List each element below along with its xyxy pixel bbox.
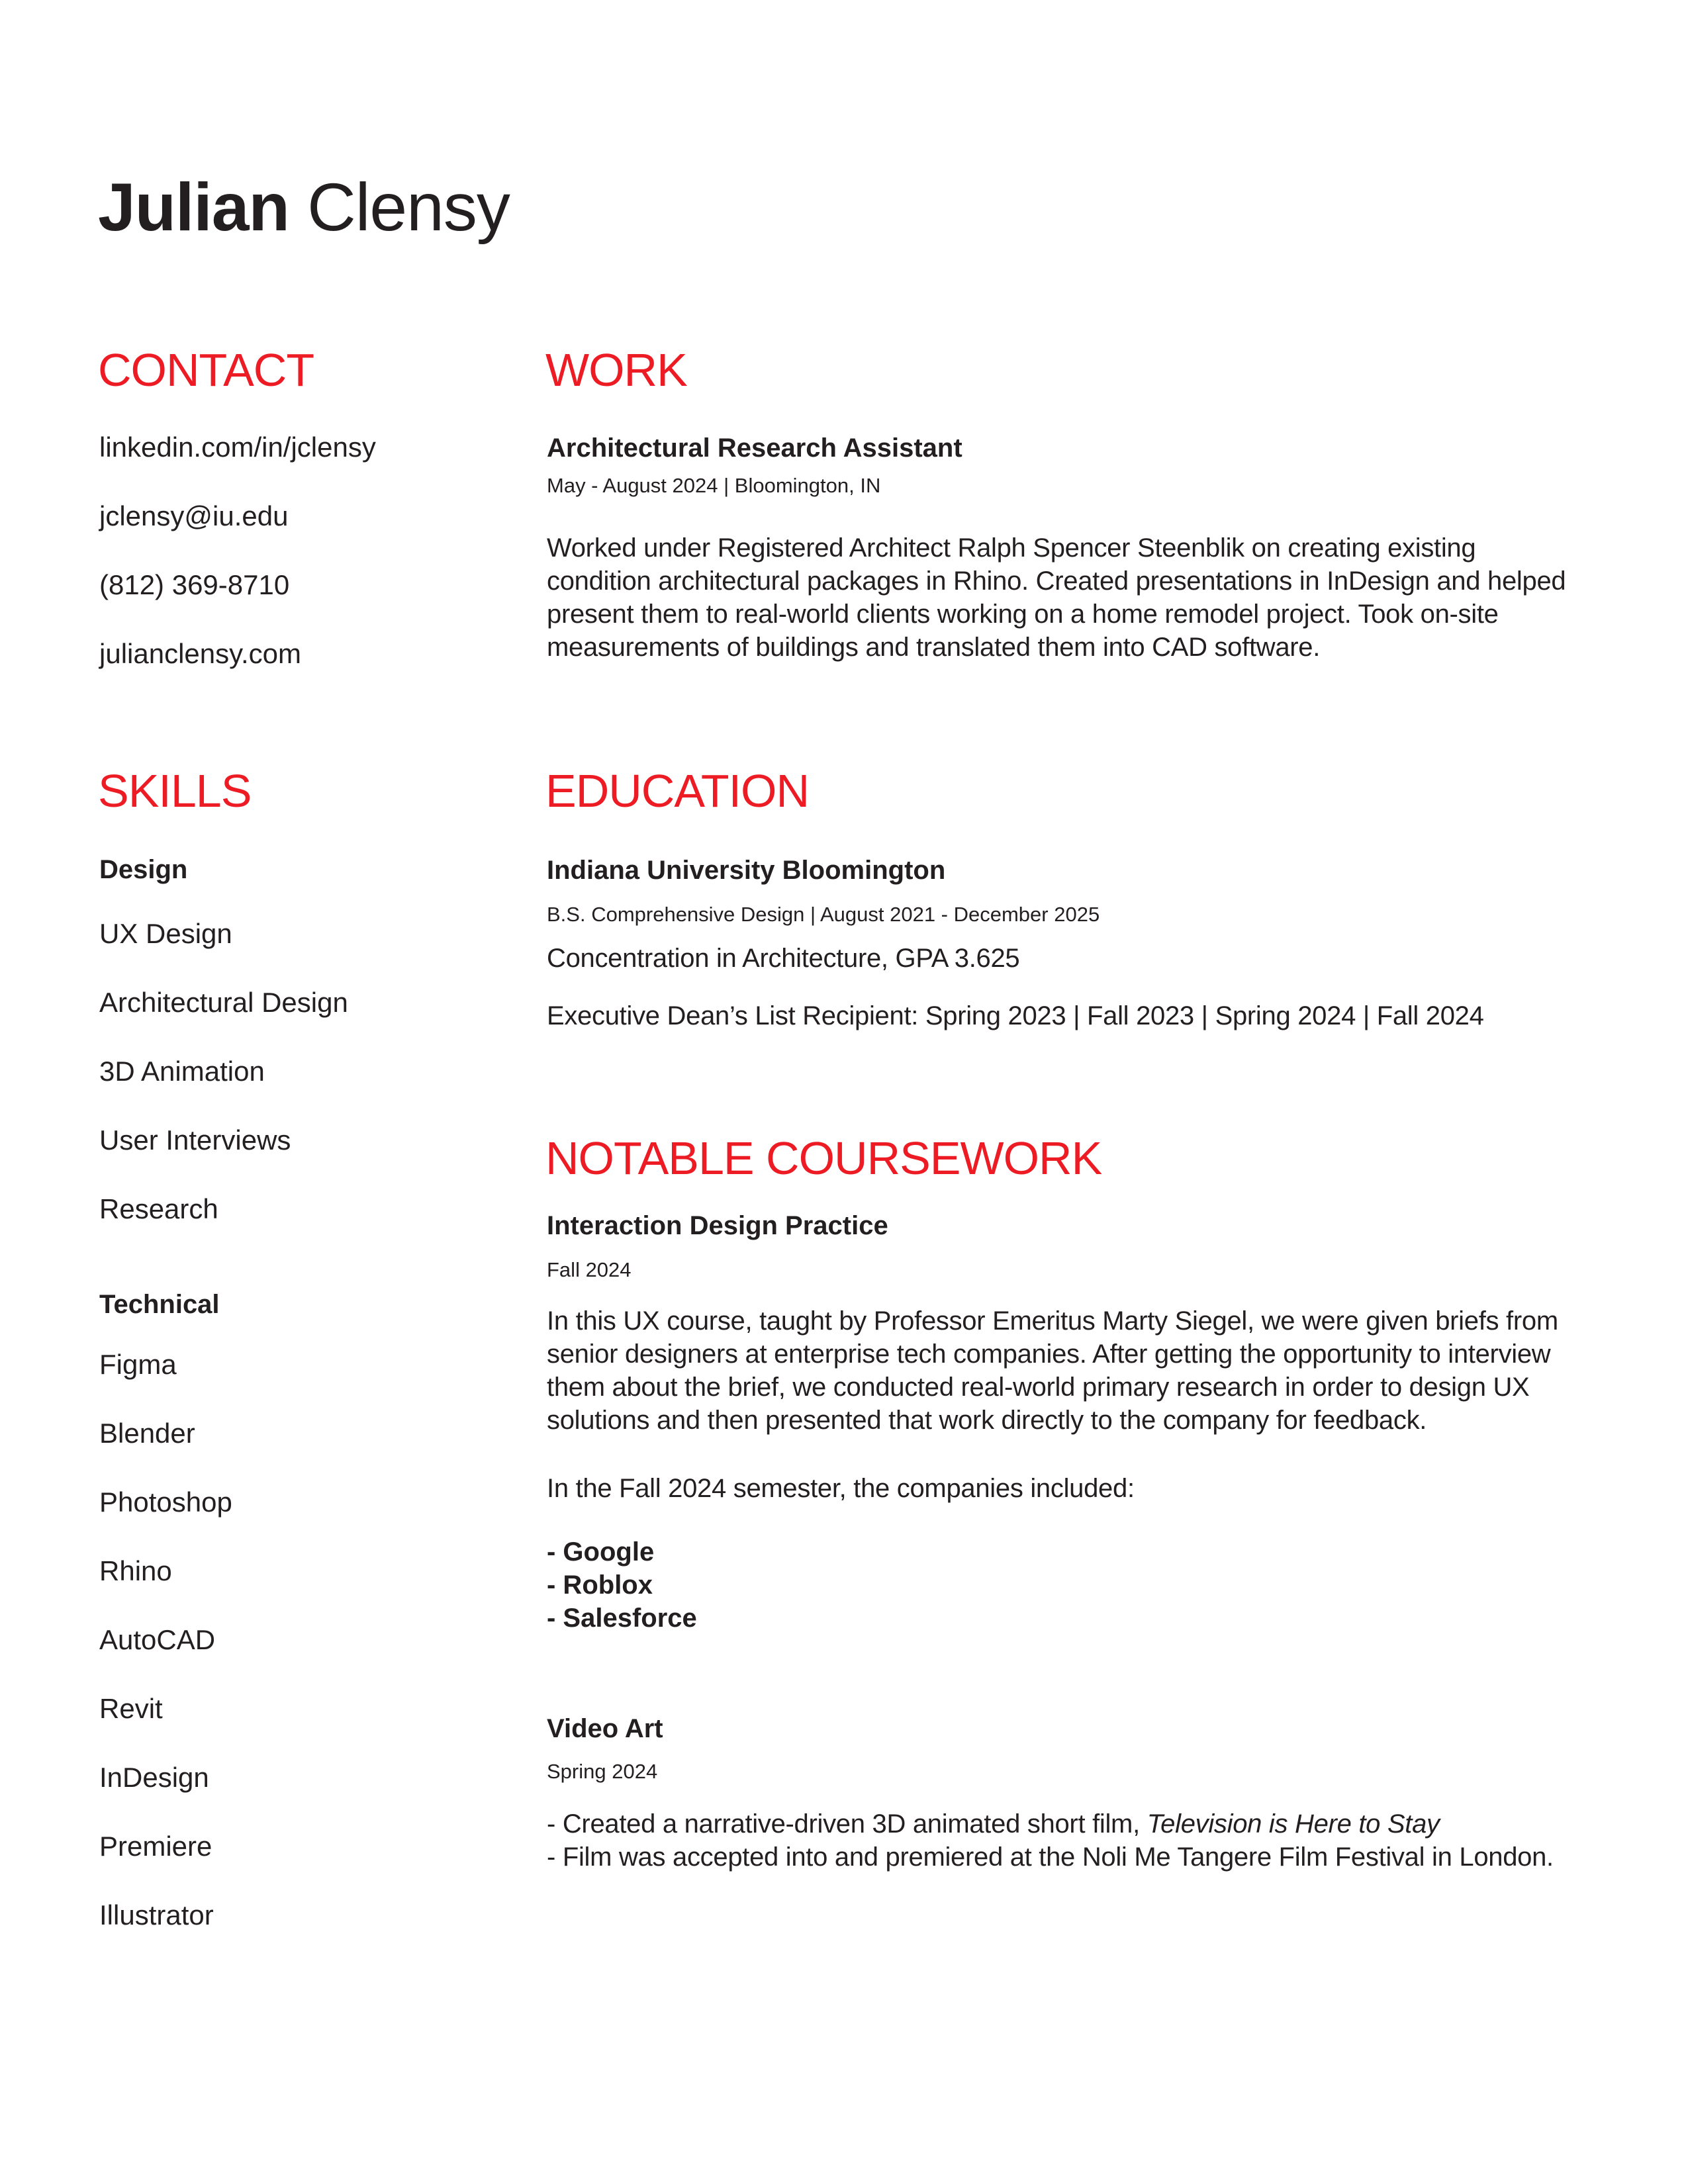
company-item: - Salesforce bbox=[547, 1604, 697, 1633]
skill-item: User Interviews bbox=[99, 1124, 291, 1156]
contact-heading: CONTACT bbox=[98, 344, 314, 396]
deans-list: Executive Dean’s List Recipient: Spring 2023 | Fall 2023 | Spring 2024 | Fall 2024 bbox=[547, 1001, 1484, 1030]
skill-item: Premiere bbox=[99, 1831, 212, 1862]
degree-meta: B.S. Comprehensive Design | August 2021 - December 2025 bbox=[547, 903, 1100, 926]
course-description: In this UX course, taught by Professor Emeritus Marty Siegel, we were given briefs from senior designers at enterprise tech companies. After getting the opportunity to interview them about the brief, we conducted real-world primary research in order to design UX solutions and then presented that work directly to the company for feedback. bbox=[547, 1306, 1558, 1435]
companies-intro: In the Fall 2024 semester, the companies included: bbox=[547, 1474, 1135, 1503]
skill-item: Revit bbox=[99, 1693, 163, 1724]
job-description: Worked under Registered Architect Ralph Spencer Steenblik on creating existing condition architectural packages in Rhino. Created presentations in InDesign and helped present them to real-world clients working on a home remodel project. Took on-site measurements of buildings and translated them into CAD software. bbox=[547, 533, 1566, 662]
skill-item: Research bbox=[99, 1193, 218, 1224]
company-item: - Google bbox=[547, 1537, 655, 1567]
work-heading: WORK bbox=[545, 344, 687, 396]
course-bullet bbox=[547, 1811, 1440, 1837]
course-title: Video Art bbox=[547, 1714, 663, 1743]
film-title: Television is Here to Stay bbox=[1147, 1809, 1440, 1839]
contact-website[interactable]: julianclensy.com bbox=[99, 638, 302, 669]
course-title: Interaction Design Practice bbox=[547, 1211, 888, 1240]
company-item: - Roblox bbox=[547, 1570, 653, 1600]
contact-linkedin[interactable]: linkedin.com/in/jclensy bbox=[99, 432, 376, 463]
skill-item: Rhino bbox=[99, 1555, 172, 1586]
skill-item: 3D Animation bbox=[99, 1056, 265, 1087]
resume-name bbox=[98, 169, 510, 245]
education-heading: EDUCATION bbox=[545, 765, 810, 817]
course-bullet: - Film was accepted into and premiered at the Noli Me Tangere Film Festival in London. bbox=[547, 1843, 1554, 1872]
concentration: Concentration in Architecture, GPA 3.625 bbox=[547, 944, 1020, 973]
course-term: Fall 2024 bbox=[547, 1258, 632, 1281]
skill-item: Figma bbox=[99, 1349, 177, 1380]
first-name: Julian bbox=[98, 169, 289, 245]
school-name: Indiana University Bloomington bbox=[547, 856, 946, 885]
skills-design-label: Design bbox=[99, 855, 188, 884]
contact-email[interactable]: jclensy@iu.edu bbox=[99, 500, 289, 531]
skill-item: Illustrator bbox=[99, 1899, 214, 1931]
contact-phone[interactable]: (812) 369-8710 bbox=[99, 569, 290, 600]
skills-heading: SKILLS bbox=[98, 765, 252, 817]
skill-item: Photoshop bbox=[99, 1486, 232, 1518]
skill-item: Architectural Design bbox=[99, 987, 348, 1018]
last-name: Clensy bbox=[307, 169, 510, 245]
skill-item: InDesign bbox=[99, 1762, 209, 1793]
bullet-text: - Created a narrative-driven 3D animated short film, bbox=[547, 1809, 1147, 1839]
job-title: Architectural Research Assistant bbox=[547, 433, 962, 463]
skill-item: UX Design bbox=[99, 918, 232, 949]
coursework-heading: NOTABLE COURSEWORK bbox=[545, 1132, 1102, 1184]
skill-item: AutoCAD bbox=[99, 1624, 216, 1655]
skills-technical-label: Technical bbox=[99, 1290, 220, 1319]
course-term: Spring 2024 bbox=[547, 1760, 658, 1783]
skill-item: Blender bbox=[99, 1418, 195, 1449]
job-meta: May - August 2024 | Bloomington, IN bbox=[547, 474, 881, 497]
